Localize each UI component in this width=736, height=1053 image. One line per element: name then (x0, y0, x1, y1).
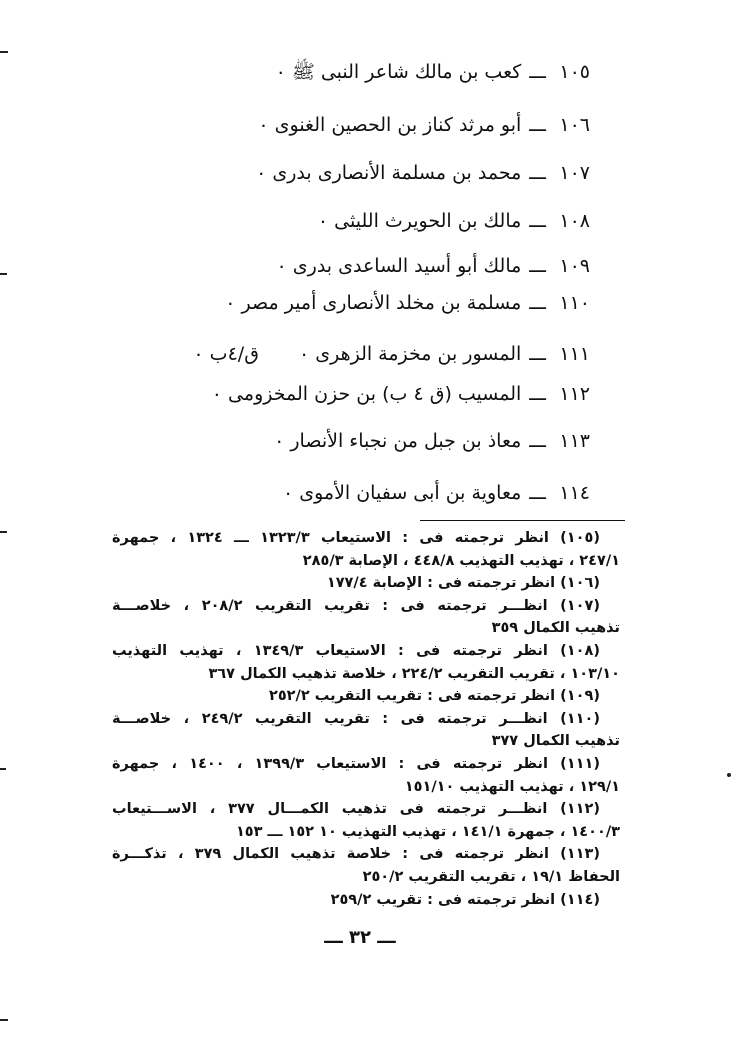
entry-number: ١٠٨ (559, 210, 590, 232)
page-number: ـــ ٣٢ ـــ (324, 927, 396, 948)
entry-line (0, 292, 590, 314)
footnote-separator (420, 520, 625, 521)
footnote-continuation: ١٠٣/١٠ ، تقريب التقريب ٢٢٤/٢ ، خلاصة تذهيب الكمال ٣٦٧ (208, 665, 620, 682)
entry-number: ١١٣ (559, 430, 590, 452)
footnote-line: (١١١) انظر ترجمته فى : الاستيعاب ١٣٩٩/٣ ، ١٤٠٠ ، جمهرة (112, 755, 600, 772)
entry-line (0, 383, 590, 405)
entry-text: معاذ بن جبل من نجباء الأنصار ٠ (274, 430, 522, 452)
entry-number: ١١٢ (559, 383, 590, 405)
entry-text: محمد بن مسلمة الأنصارى بدرى ٠ (256, 162, 522, 184)
entry-text: مسلمة بن مخلد الأنصارى أمير مصر ٠ (225, 292, 522, 314)
footnote-continuation: ٢٤٧/١ ، تهذيب التهذيب ٤٤٨/٨ ، الإصابة ٢٨٥/٣ (302, 552, 620, 569)
footnote-line: (١٠٧) انظـــر ترجمته فى : تقريب التقريب ٢٠٨/٢ ، خلاصـــة (112, 597, 600, 614)
footnote (112, 843, 620, 888)
entry-number: ١٠٦ (559, 114, 590, 136)
entry-text: المسور بن مخزمة الزهرى ٠ (298, 343, 522, 365)
entry-dash: ـــ (529, 383, 546, 405)
entry-dash: ـــ (529, 210, 546, 232)
footnote-line: (١١٢) انظـــر ترجمته فى تذهيب الكمـــال ٣٧٧ ، الاســـتيعاب (112, 801, 600, 818)
entry-dash: ـــ (529, 114, 546, 136)
entry-text: كعب بن مالك شاعر النبى ﷺ ٠ (275, 61, 522, 83)
footnote (112, 708, 620, 753)
entry-text: مالك أبو أسيد الساعدى بدرى ٠ (276, 255, 522, 277)
entry-line (0, 60, 590, 88)
footnote-line: (١٠٨) انظر ترجمته فى : الاستيعاب ١٣٤٩/٣ ، تهذيب التهذيب (112, 642, 600, 659)
footnote-line: (١٠٦) انظر ترجمته فى : الإصابة ١٧٧/٤ (326, 575, 600, 592)
entry-number: ١٠٧ (559, 162, 590, 184)
entry-number: ١١٤ (559, 482, 590, 504)
entry-number: ١٠٥ (559, 61, 590, 83)
entry-line (0, 343, 590, 365)
entry-text: مالك بن الحويرث الليثى ٠ (317, 210, 522, 232)
footnote-line: (١٠٥) انظر ترجمته فى : الاستيعاب ١٣٢٣/٣ ـــ ١٣٢٤ ، جمهرة (112, 530, 600, 546)
entry-dash: ـــ (529, 162, 546, 184)
footnote-continuation: ١٢٩/١ ، تهذيب التهذيب ١٥١/١٠ (404, 778, 620, 795)
entry-dash: ـــ (529, 292, 546, 314)
footnote (112, 572, 620, 595)
footnote-line: (١١٤) انظر ترجمته فى : تقريب ٢٥٩/٢ (330, 891, 600, 908)
entry-number: ١١٠ (559, 292, 590, 314)
entry-folio-ref: ق/٤ب ٠ (193, 343, 259, 365)
entry-dash: ـــ (529, 61, 546, 83)
entry-dash: ـــ (529, 430, 546, 452)
footnote-continuation: ١٤٠٠/٣ ، جمهرة ١٤١/١ ، تهذيب التهذيب ١٠ ١٥٢ ـــ ١٥٣ (235, 823, 620, 840)
footnote (112, 640, 620, 685)
entry-dash: ـــ (529, 482, 546, 504)
entry-text: معاوية بن أبى سفيان الأموى ٠ (282, 482, 522, 504)
entry-line (0, 430, 590, 452)
footnote (112, 527, 620, 572)
footnote (112, 685, 620, 708)
footnote-continuation: تذهيب الكمال ٣٧٧ (491, 733, 620, 750)
margin-mark (0, 51, 8, 53)
entry-line (0, 482, 590, 504)
margin-mark (0, 768, 6, 770)
margin-mark (0, 1019, 8, 1021)
footnote (112, 889, 620, 912)
entry-line (0, 255, 590, 277)
entry-line (0, 114, 590, 136)
footnote-line: (١١٣) انظر ترجمته فى : خلاصة تذهيب الكمال ٣٧٩ ، تذكـــرة (112, 846, 600, 863)
margin-mark (0, 531, 7, 533)
footnote (112, 595, 620, 640)
margin-dot (727, 773, 731, 777)
footnote-continuation: الحفاظ ١٩/١ ، تقريب التقريب ٢٥٠/٢ (362, 868, 620, 885)
entry-line (0, 162, 590, 184)
entry-dash: ـــ (529, 343, 546, 365)
footnote-line: (١١٠) انظـــر ترجمته فى : تقريب التقريب ٢٤٩/٢ ، خلاصـــة (112, 710, 600, 727)
entry-number: ١١١ (559, 343, 590, 365)
footnote (112, 753, 620, 798)
footnote-continuation: تذهيب الكمال ٣٥٩ (491, 620, 620, 637)
entry-text: المسيب (ق ٤ ب) بن حزن المخزومى ٠ (211, 383, 522, 405)
entry-dash: ـــ (529, 255, 546, 277)
footnotes (112, 527, 620, 911)
footnote-line: (١٠٩) انظر ترجمته فى : تقريب التقريب ٢٥٢/٢ (268, 688, 600, 705)
entry-number: ١٠٩ (559, 255, 590, 277)
entry-text: أبو مرثد كناز بن الحصين الغنوى ٠ (258, 114, 522, 136)
margin-mark (0, 273, 7, 275)
footnote (112, 798, 620, 843)
entry-line (0, 210, 590, 232)
